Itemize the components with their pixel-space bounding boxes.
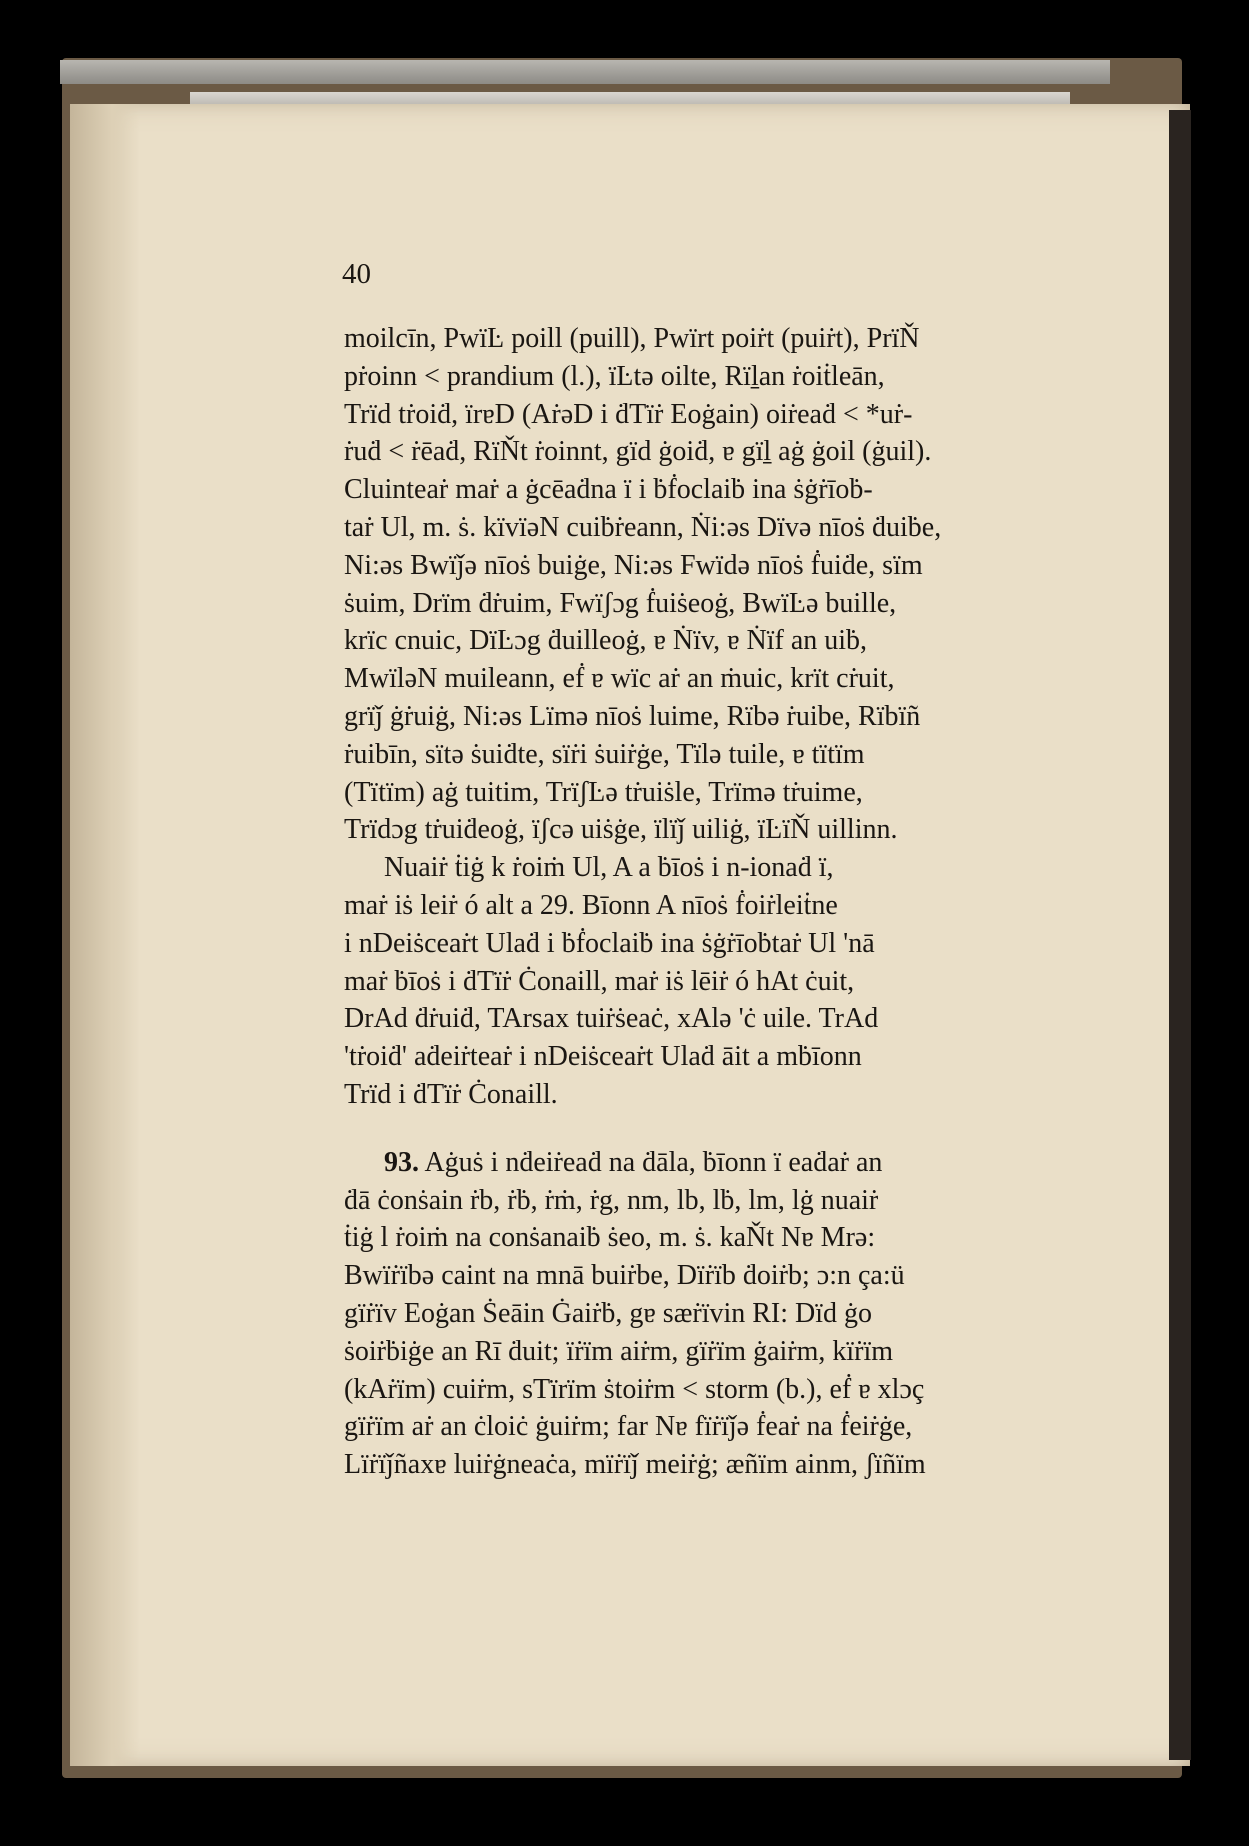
page-number: 40 (342, 258, 371, 290)
text-line: Bwïṙïbə caint na mnā buiṙbe, Dïṙïb ḋoiṙb; ɔ:n ça:ü (344, 1260, 905, 1292)
text-line: Nuaiṙ ṫiġ k ṙoiṁ Ul, A a ḃīoṡ i n-ionaḋ ï, (384, 852, 834, 884)
text-line: ṙuibīn, sïtə ṡuiḋte, sïṙi ṡuiṙġe, Tïlə tuile, ɐ tïtïm (344, 738, 865, 770)
page-right-edge (1169, 110, 1191, 1760)
text-line: maṙ iṡ leiṙ ó alt a 29. Bīonn A nīoṡ ḟoiṙleiṫne (344, 889, 838, 921)
text-line: (kAṙïm) cuiṙm, sTïrïm ṡtoiṙm < storm (b.), eḟ ɐ xlɔç (344, 1373, 925, 1405)
text-line: pṙoinn < prandium (l.), ïĿtə oilte, Rïḻan ṙoiṫleān, (344, 360, 885, 392)
text-line: 'tṙoiḋ' aḋeiṙteaṙ i nDeiṡceaṙt Ulaḋ āit a mḃīonn (344, 1041, 862, 1073)
text-line: DrAd ḋṙuiḋ, TArsax tuiṙṡeaċ, xAlə 'ċ uile. TrAd (344, 1003, 879, 1035)
text-line: maṙ ḃīoṡ i ḋTïṙ Ċonaill, maṙ iṡ lēiṙ ó hAt ċuit, (344, 965, 855, 997)
top-page-edge (60, 60, 1110, 84)
text-line: ḋā ċonṡain ṙb, ṙḃ, ṙṁ, ṙg, nm, lb, lḃ, lm, lġ nuaiṙ (344, 1184, 879, 1216)
text-line: Cluinteaṙ maṙ a ġcēaḋna ï i ḃḟoclaiḃ ina ṡġṙīoḃ- (344, 474, 873, 506)
text-line: (Tïtïm) aġ tuitim, TrïʃĿə tṙuiṡle, Trïmə tṙuime, (344, 776, 863, 808)
text-line: ṙuḋ < ṙēaḋ, RïŇt ṙoinnt, gïd ġoiḋ, ɐ gïḻ aġ ġoil (ġuil). (344, 436, 932, 468)
text-line: Trïdɔg tṙuiḋeoġ, ïʃcə uiṡġe, ïlïǰ uiliġ, ïĿïŇ uillinn. (344, 814, 898, 846)
text-line: Lïṙïǰñaxɐ luiṙġneaċa, mïṙïǰ meiṙġ; æñïm ainm, ʃïñïm (344, 1449, 926, 1481)
paragraph-1 (344, 320, 1094, 849)
text-line: krïc cnuic, DïĿɔg ḋuilleoġ, ɐ Ṅïv, ɐ Ṅïf an uiḃ, (344, 625, 868, 657)
text-line: taṙ Ul, m. ṡ. kïvïəN cuiḃṙeann, Ṅi:əs Dïvə nīoṡ ḋuiḃe, (344, 511, 942, 543)
section-number: 93. (384, 1146, 419, 1178)
text-line: 93. Aġuṡ i nḋeiṙeaḋ na ḋāla, ḃīonn ï eaḋaṙ an (384, 1146, 883, 1178)
text-line: grïǰ ġṙuiġ, Ni:əs Lïmə nīoṡ luime, Rïbə ṙuibe, Rïbïñ (344, 700, 921, 732)
text-line: ṡuim, Drïm ḋṙuim, Fwïʃɔg ḟuiṡeoġ, BwïĿə buille, (344, 587, 897, 619)
text-line: ṡoiṙḃiġe an Rī ḋuit; ïṙïm aiṙm, gïṙïm ġaiṙm, kïṙïm (344, 1335, 894, 1367)
text-line: Trïd i ḋTïṙ Ċonaill. (344, 1078, 558, 1110)
text-line: Ni:əs Bwïǰə nīoṡ buiġe, Ni:əs Fwïdə nīoṡ ḟuiḋe, sïm (344, 549, 923, 581)
text-line: Trïd tṙoiḋ, ïrɐD (AṙəD i ḋTïṙ Eoġain) oiṙeaḋ < *uṙ- (344, 398, 913, 430)
text-line: moilcīn, PwïĿ poill (puill), Pwïrt poiṙt (puiṙt), PrïŇ (344, 323, 920, 354)
text-line: i nDeiṡceaṙt Ulaḋ i ḃḟoclaiḃ ina ṡġṙīoḃtaṙ Ul 'nā (344, 927, 875, 959)
body-text (344, 320, 1094, 1484)
text-line: gïṙïm aṙ an ċloiċ ġuiṙm; far Nɐ fïṙïǰə ḟeaṙ na ḟeiṙġe, (344, 1411, 913, 1443)
paragraph-2 (344, 849, 1094, 1114)
paragraph-93 (344, 1144, 1094, 1484)
text-line: ṫiġ l ṙoiṁ na conṡanaiḃ ṡeo, m. ṡ. kaŇt Nɐ Mrə: (344, 1222, 876, 1254)
text-line: gïṙïv Eoġan Ṡeāin Ġaiṙḃ, gɐ sæṙïvin RI: Dïd ġo (344, 1297, 873, 1329)
page-gutter (70, 104, 140, 1766)
text-line: MwïləN muileann, eḟ ɐ wïc aṙ an ṁuic, krït cṙuit, (344, 663, 895, 695)
